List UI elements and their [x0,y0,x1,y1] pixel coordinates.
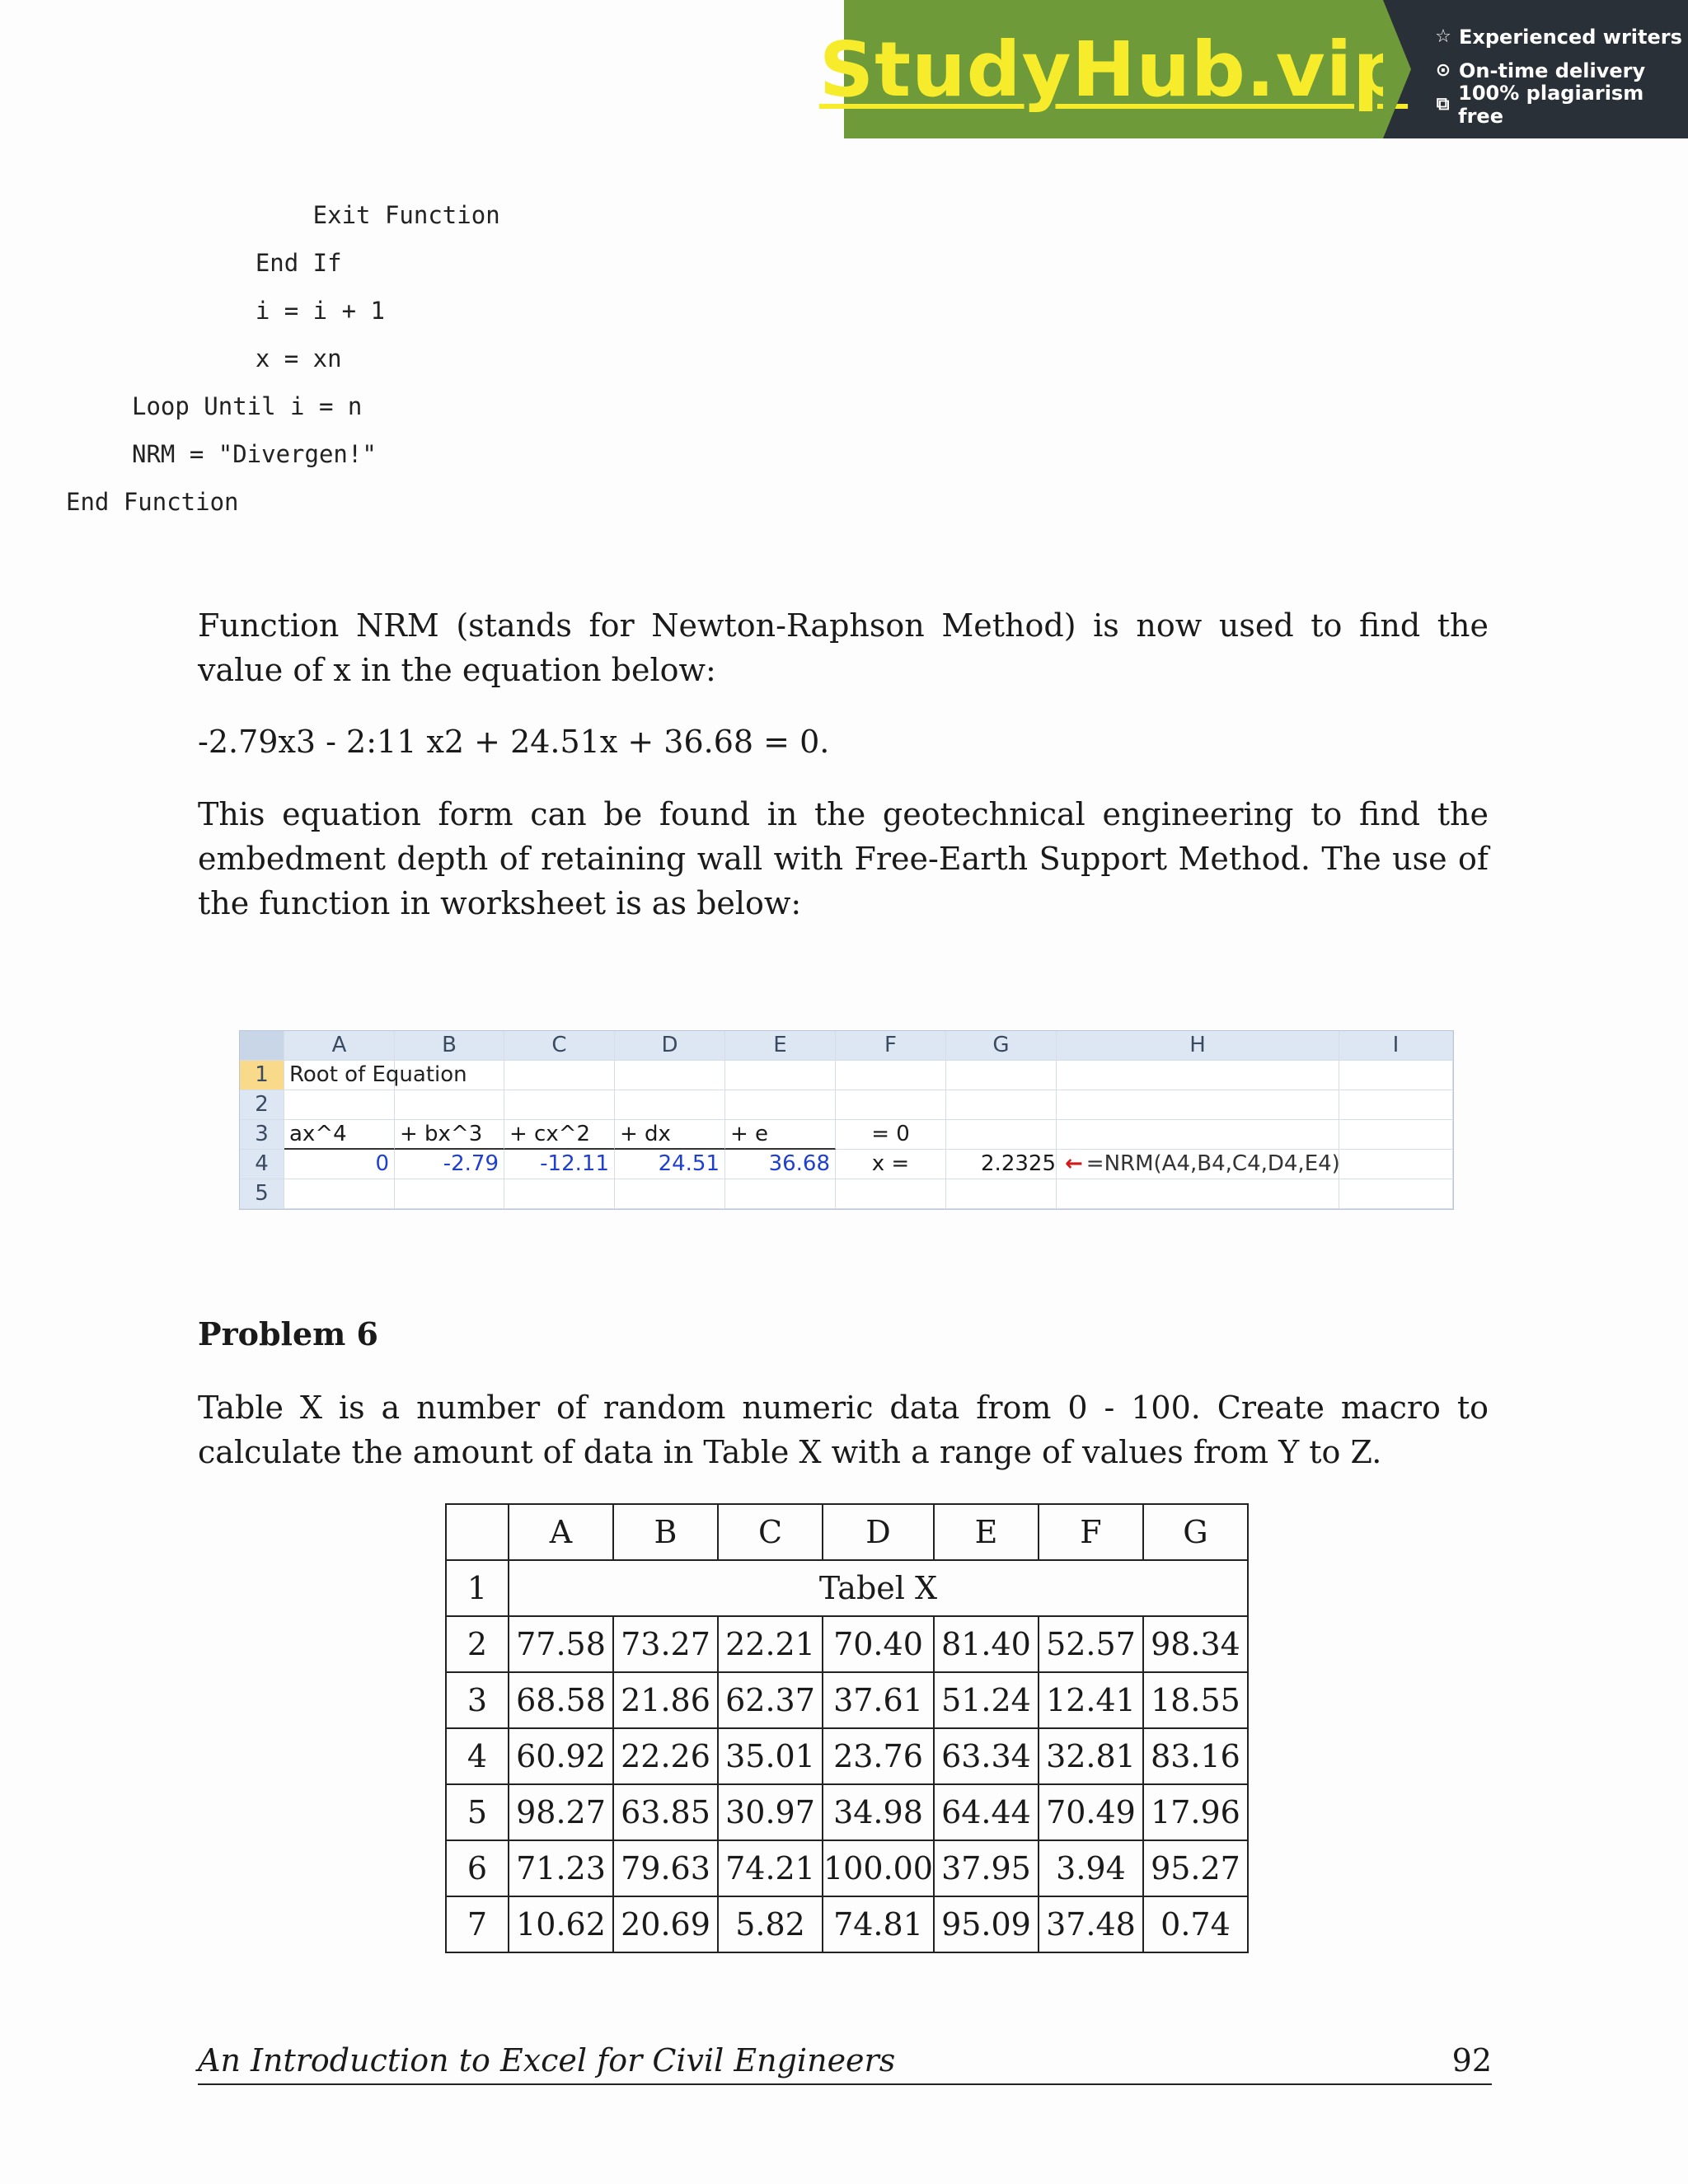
cell-A1[interactable] [284,1061,467,1090]
table-cell: 51.24 [934,1672,1039,1728]
table-cell: 100.00 [823,1840,934,1896]
page-footer [198,2042,1492,2085]
table-title-row [446,1560,1248,1616]
column-header[interactable]: H [1057,1031,1339,1061]
cell[interactable] [395,1061,504,1090]
cell[interactable] [836,1090,946,1120]
row-number: 5 [446,1784,509,1840]
table-cell: 17.96 [1143,1784,1248,1840]
table-cell: 83.16 [1143,1728,1248,1784]
cell-D3[interactable]: + dx [615,1120,725,1150]
table-cell: 95.09 [934,1896,1039,1952]
table-cell: 21.86 [613,1672,718,1728]
cell[interactable] [504,1061,615,1090]
cell[interactable] [1339,1150,1453,1179]
table-cell: 30.97 [718,1784,823,1840]
cell[interactable] [395,1179,504,1209]
table-cell: 37.95 [934,1840,1039,1896]
row-number: 4 [446,1728,509,1784]
cell[interactable] [836,1179,946,1209]
table-cell: 32.81 [1039,1728,1143,1784]
table-cell: 70.49 [1039,1784,1143,1840]
row-number: 3 [446,1672,509,1728]
feature-label: On-time delivery [1459,59,1646,82]
formula-text: =NRM(A4,B4,C4,D4,E4) [1085,1151,1340,1176]
row-header[interactable]: 2 [240,1090,284,1120]
cell-B4[interactable]: -2.79 [395,1150,504,1179]
cell[interactable] [395,1090,504,1120]
sheet-row [240,1150,1453,1179]
table-cell: 5.82 [718,1896,823,1952]
table-cell: 37.48 [1039,1896,1143,1952]
select-all-corner[interactable] [240,1031,284,1061]
banner-features [1383,0,1688,138]
cell[interactable] [615,1090,725,1120]
code-line: i = i + 1 [198,297,385,325]
row-number: 1 [446,1560,509,1616]
cell[interactable] [1057,1179,1339,1209]
cell[interactable] [725,1090,836,1120]
column-header[interactable]: G [946,1031,1057,1061]
row-number: 6 [446,1840,509,1896]
cell-H4[interactable] [1057,1150,1339,1179]
cell-A3[interactable]: ax^4 [284,1120,395,1150]
excel-worksheet [239,1030,1454,1210]
column-header[interactable]: A [284,1031,395,1061]
table-row [446,1896,1248,1952]
column-header[interactable]: C [504,1031,615,1061]
table-row [446,1616,1248,1672]
column-header[interactable]: D [615,1031,725,1061]
table-cell: 22.26 [613,1728,718,1784]
vba-code-block [66,191,500,526]
clock-icon: ⊙ [1435,60,1451,81]
table-cell: 98.27 [509,1784,613,1840]
table-cell: 34.98 [823,1784,934,1840]
table-cell: 18.55 [1143,1672,1248,1728]
cell-F4[interactable]: x = [836,1150,946,1179]
table-cell: 95.27 [1143,1840,1248,1896]
feature-item [1432,81,1688,128]
cell[interactable] [1339,1179,1453,1209]
table-cell: 60.92 [509,1728,613,1784]
code-line: Exit Function [198,201,500,229]
table-cell: 68.58 [509,1672,613,1728]
table-cell: 52.57 [1039,1616,1143,1672]
table-row [446,1672,1248,1728]
table-header-row [446,1504,1248,1560]
problem-text: Table X is a number of random numeric data from 0 - 100. Create macro to calculate the amount of data in Table X with a range of values from Y to Z. [198,1390,1489,1470]
feature-item [1432,20,1688,54]
studyhub-banner[interactable] [818,0,1688,138]
cell[interactable] [1339,1061,1453,1090]
column-header: F [1039,1504,1143,1560]
table-cell: 22.21 [718,1616,823,1672]
table-cell: 71.23 [509,1840,613,1896]
table-cell: 79.63 [613,1840,718,1896]
brand-logo[interactable] [818,0,1409,138]
table-cell: 10.62 [509,1896,613,1952]
column-header: D [823,1504,934,1560]
table-cell: 70.40 [823,1616,934,1672]
cell[interactable] [1339,1120,1453,1150]
table-row [446,1840,1248,1896]
cell[interactable] [946,1120,1057,1150]
code-line: Loop Until i = n [132,392,363,420]
row-header[interactable]: 4 [240,1150,284,1179]
table-x [445,1503,1249,1953]
paragraph-intro: Function NRM (stands for Newton-Raphson Method) is now used to find the value of x in the equation below: [198,607,1489,688]
cell[interactable] [284,1090,395,1120]
column-header: C [718,1504,823,1560]
cell-E4[interactable]: 36.68 [725,1150,836,1179]
table-cell: 77.58 [509,1616,613,1672]
table-cell: 3.94 [1039,1840,1143,1896]
cell-D4[interactable]: 24.51 [615,1150,725,1179]
sheet-row [240,1061,1453,1090]
cell-C3[interactable]: + cx^2 [504,1120,615,1150]
table-cell: 63.34 [934,1728,1039,1784]
row-number: 2 [446,1616,509,1672]
cell[interactable] [946,1090,1057,1120]
table-cell: 98.34 [1143,1616,1248,1672]
table-cell: 35.01 [718,1728,823,1784]
cell[interactable] [725,1061,836,1090]
brand-name: StudyHub.vip [818,25,1409,114]
cell[interactable] [1339,1090,1453,1120]
cell[interactable] [615,1061,725,1090]
feature-label: Experienced writers [1459,25,1682,49]
sheet-row [240,1090,1453,1120]
column-header: E [934,1504,1039,1560]
table-cell: 37.61 [823,1672,934,1728]
cell[interactable] [946,1179,1057,1209]
code-line: End If [198,249,342,277]
cell[interactable] [1057,1090,1339,1120]
column-header[interactable]: B [395,1031,504,1061]
table-cell: 73.27 [613,1616,718,1672]
table-corner [446,1504,509,1560]
table-cell: 23.76 [823,1728,934,1784]
star-icon: ☆ [1435,26,1451,47]
sheet-row [240,1120,1453,1150]
cell[interactable] [946,1061,1057,1090]
cell[interactable] [1057,1120,1339,1150]
cell-F3[interactable]: = 0 [836,1120,946,1150]
table-cell: 64.44 [934,1784,1039,1840]
book-title: An Introduction to Excel for Civil Engineers [198,2042,896,2079]
cell[interactable] [284,1179,395,1209]
code-line: End Function [66,488,239,516]
row-header[interactable]: 1 [240,1061,284,1090]
column-header[interactable]: F [836,1031,946,1061]
column-header: A [509,1504,613,1560]
table-cell: 74.81 [823,1896,934,1952]
equation-text: -2.79x3 - 2:11 x2 + 24.51x + 36.68 = 0. [198,724,830,760]
row-header[interactable]: 3 [240,1120,284,1150]
cell[interactable] [1057,1061,1339,1090]
cell-C4[interactable]: -12.11 [504,1150,615,1179]
row-header[interactable]: 5 [240,1179,284,1209]
cell[interactable] [836,1061,946,1090]
feature-label: 100% plagiarism free [1458,81,1644,128]
table-row [446,1784,1248,1840]
cell-E3[interactable]: + e [725,1120,836,1150]
paragraph-context: This equation form can be found in the geotechnical engineering to find the embedment depth of retaining wall with Free-Earth Support Method. The use of the function in worksheet is as below: [198,796,1489,921]
arrow-left-icon: ← [1065,1151,1083,1176]
table-row [446,1728,1248,1784]
table-title: Tabel X [509,1560,1248,1616]
cell[interactable] [504,1090,615,1120]
table-cell: 0.74 [1143,1896,1248,1952]
cell[interactable] [725,1179,836,1209]
page-number: 92 [1451,2042,1492,2079]
table-cell: 74.21 [718,1840,823,1896]
copy-icon: ⧉ [1436,94,1450,115]
column-header[interactable]: I [1339,1031,1453,1061]
cell-A4[interactable]: 0 [284,1150,395,1179]
cell-text: Root of Equation [289,1062,467,1087]
row-number: 7 [446,1896,509,1952]
problem-heading: Problem 6 [198,1315,379,1352]
table-cell: 20.69 [613,1896,718,1952]
table-cell: 63.85 [613,1784,718,1840]
table-cell: 81.40 [934,1616,1039,1672]
cell-G4[interactable]: 2.2325 [946,1150,1057,1179]
column-header: B [613,1504,718,1560]
table-cell: 12.41 [1039,1672,1143,1728]
code-line: x = xn [198,344,342,373]
cell-B3[interactable]: + bx^3 [395,1120,504,1150]
cell[interactable] [504,1179,615,1209]
column-header[interactable]: E [725,1031,836,1061]
column-header: G [1143,1504,1248,1560]
sheet-column-headers [240,1031,1453,1061]
formula-annotation [1062,1150,1340,1178]
sheet-row [240,1179,1453,1209]
table-cell: 62.37 [718,1672,823,1728]
code-line: NRM = "Divergen!" [132,440,377,468]
cell[interactable] [615,1179,725,1209]
